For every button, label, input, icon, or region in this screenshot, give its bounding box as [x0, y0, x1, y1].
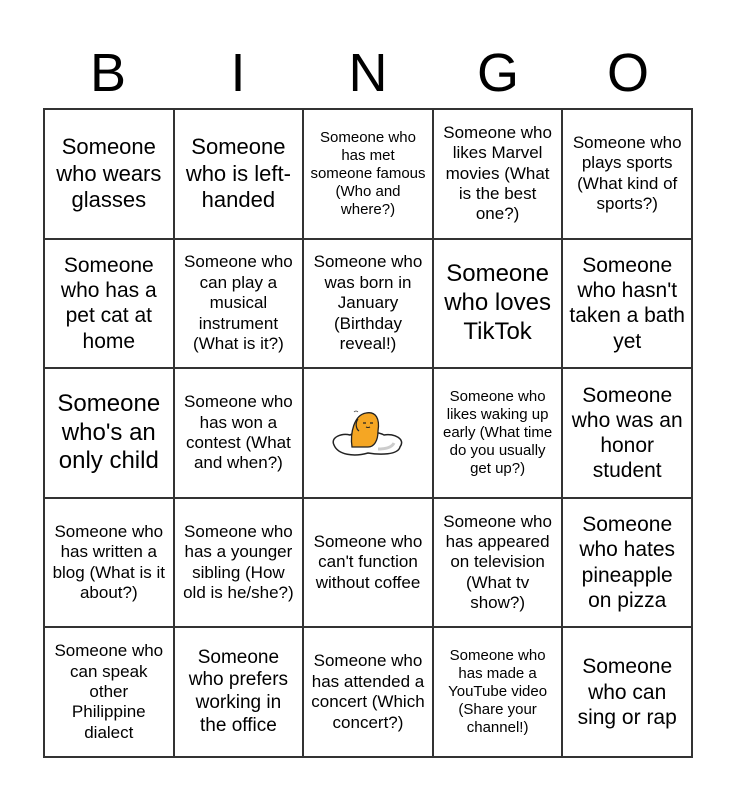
bingo-card-grid — [43, 108, 693, 758]
bingo-cell[interactable] — [303, 498, 433, 628]
cell-text: Someone who was born in January (Birthday reveal!) — [313, 252, 423, 353]
bingo-cell[interactable] — [433, 498, 563, 628]
cell-text: Someone who can speak other Philippine dialect — [54, 641, 164, 742]
bingo-cell[interactable] — [433, 627, 563, 757]
bingo-header — [43, 40, 693, 106]
cell-text: Someone who has won a contest (What and when?) — [184, 392, 293, 473]
cell-text: Someone who has a younger sibling (How old is he/she?) — [183, 521, 294, 602]
bingo-cell[interactable] — [174, 239, 304, 369]
bingo-cell[interactable] — [433, 368, 563, 498]
header-letter-o: O — [606, 43, 649, 103]
cell-text: Someone who hates pineapple on pizza — [579, 513, 676, 612]
cell-text: Someone who can sing or rap — [577, 655, 677, 729]
bingo-cell[interactable] — [44, 627, 174, 757]
bingo-cell[interactable] — [303, 239, 433, 369]
header-letter-n: N — [348, 43, 388, 103]
bingo-cell[interactable] — [433, 239, 563, 369]
cell-text: Someone who loves TikTok — [444, 260, 551, 345]
bingo-cell[interactable] — [174, 368, 304, 498]
cell-text: Someone who has met someone famous (Who and where?) — [310, 128, 426, 218]
cell-text: Someone who likes Marvel movies (What is the best one?) — [443, 122, 552, 224]
free-space-cell[interactable] — [303, 368, 433, 498]
bingo-cell[interactable] — [174, 498, 304, 628]
cell-text: Someone who has written a blog (What is it about?) — [52, 521, 166, 602]
bingo-cell[interactable] — [562, 498, 692, 628]
cell-text: Someone who can't function without coffee — [313, 532, 423, 592]
bingo-cell[interactable] — [562, 239, 692, 369]
bingo-cell[interactable] — [44, 109, 174, 239]
bingo-cell[interactable] — [174, 109, 304, 239]
header-letter-g: G — [476, 43, 519, 103]
bingo-cell[interactable] — [44, 368, 174, 498]
bingo-cell[interactable] — [44, 239, 174, 369]
bingo-cell[interactable] — [44, 498, 174, 628]
cell-text: Someone who has made a YouTube video (Share your channel!) — [448, 647, 548, 737]
cell-text: Someone who hasn't taken a bath yet — [569, 254, 685, 353]
cell-text: Someone who's an only child — [57, 389, 161, 475]
bingo-cell[interactable] — [562, 368, 692, 498]
cell-text: Someone who prefers working in the office — [188, 646, 289, 736]
cell-text: Someone who has a pet cat at home — [60, 254, 157, 353]
cell-text: Someone who can play a musical instrument (What is it?) — [184, 252, 293, 353]
cell-text: Someone who wears glasses — [56, 134, 162, 212]
header-letter-b: B — [89, 43, 127, 103]
bingo-cell[interactable] — [303, 627, 433, 757]
header-letter-i: I — [230, 43, 246, 103]
cell-text: Someone who plays sports (What kind of sports?) — [572, 133, 682, 214]
cell-text: Someone who likes waking up early (What time do you usually get up?) — [442, 387, 553, 477]
cell-text: Someone who has attended a concert (Which concert?) — [311, 651, 425, 732]
cell-text: Someone who is left-handed — [185, 134, 291, 212]
bingo-cell[interactable] — [562, 109, 692, 239]
gudetama-egg-icon — [328, 403, 408, 463]
bingo-cell[interactable] — [303, 109, 433, 239]
bingo-cell[interactable] — [174, 627, 304, 757]
bingo-cell[interactable] — [433, 109, 563, 239]
bingo-cell[interactable] — [562, 627, 692, 757]
cell-text: Someone who was an honor student — [571, 383, 683, 483]
cell-text: Someone who has appeared on television (What tv show?) — [443, 511, 552, 613]
